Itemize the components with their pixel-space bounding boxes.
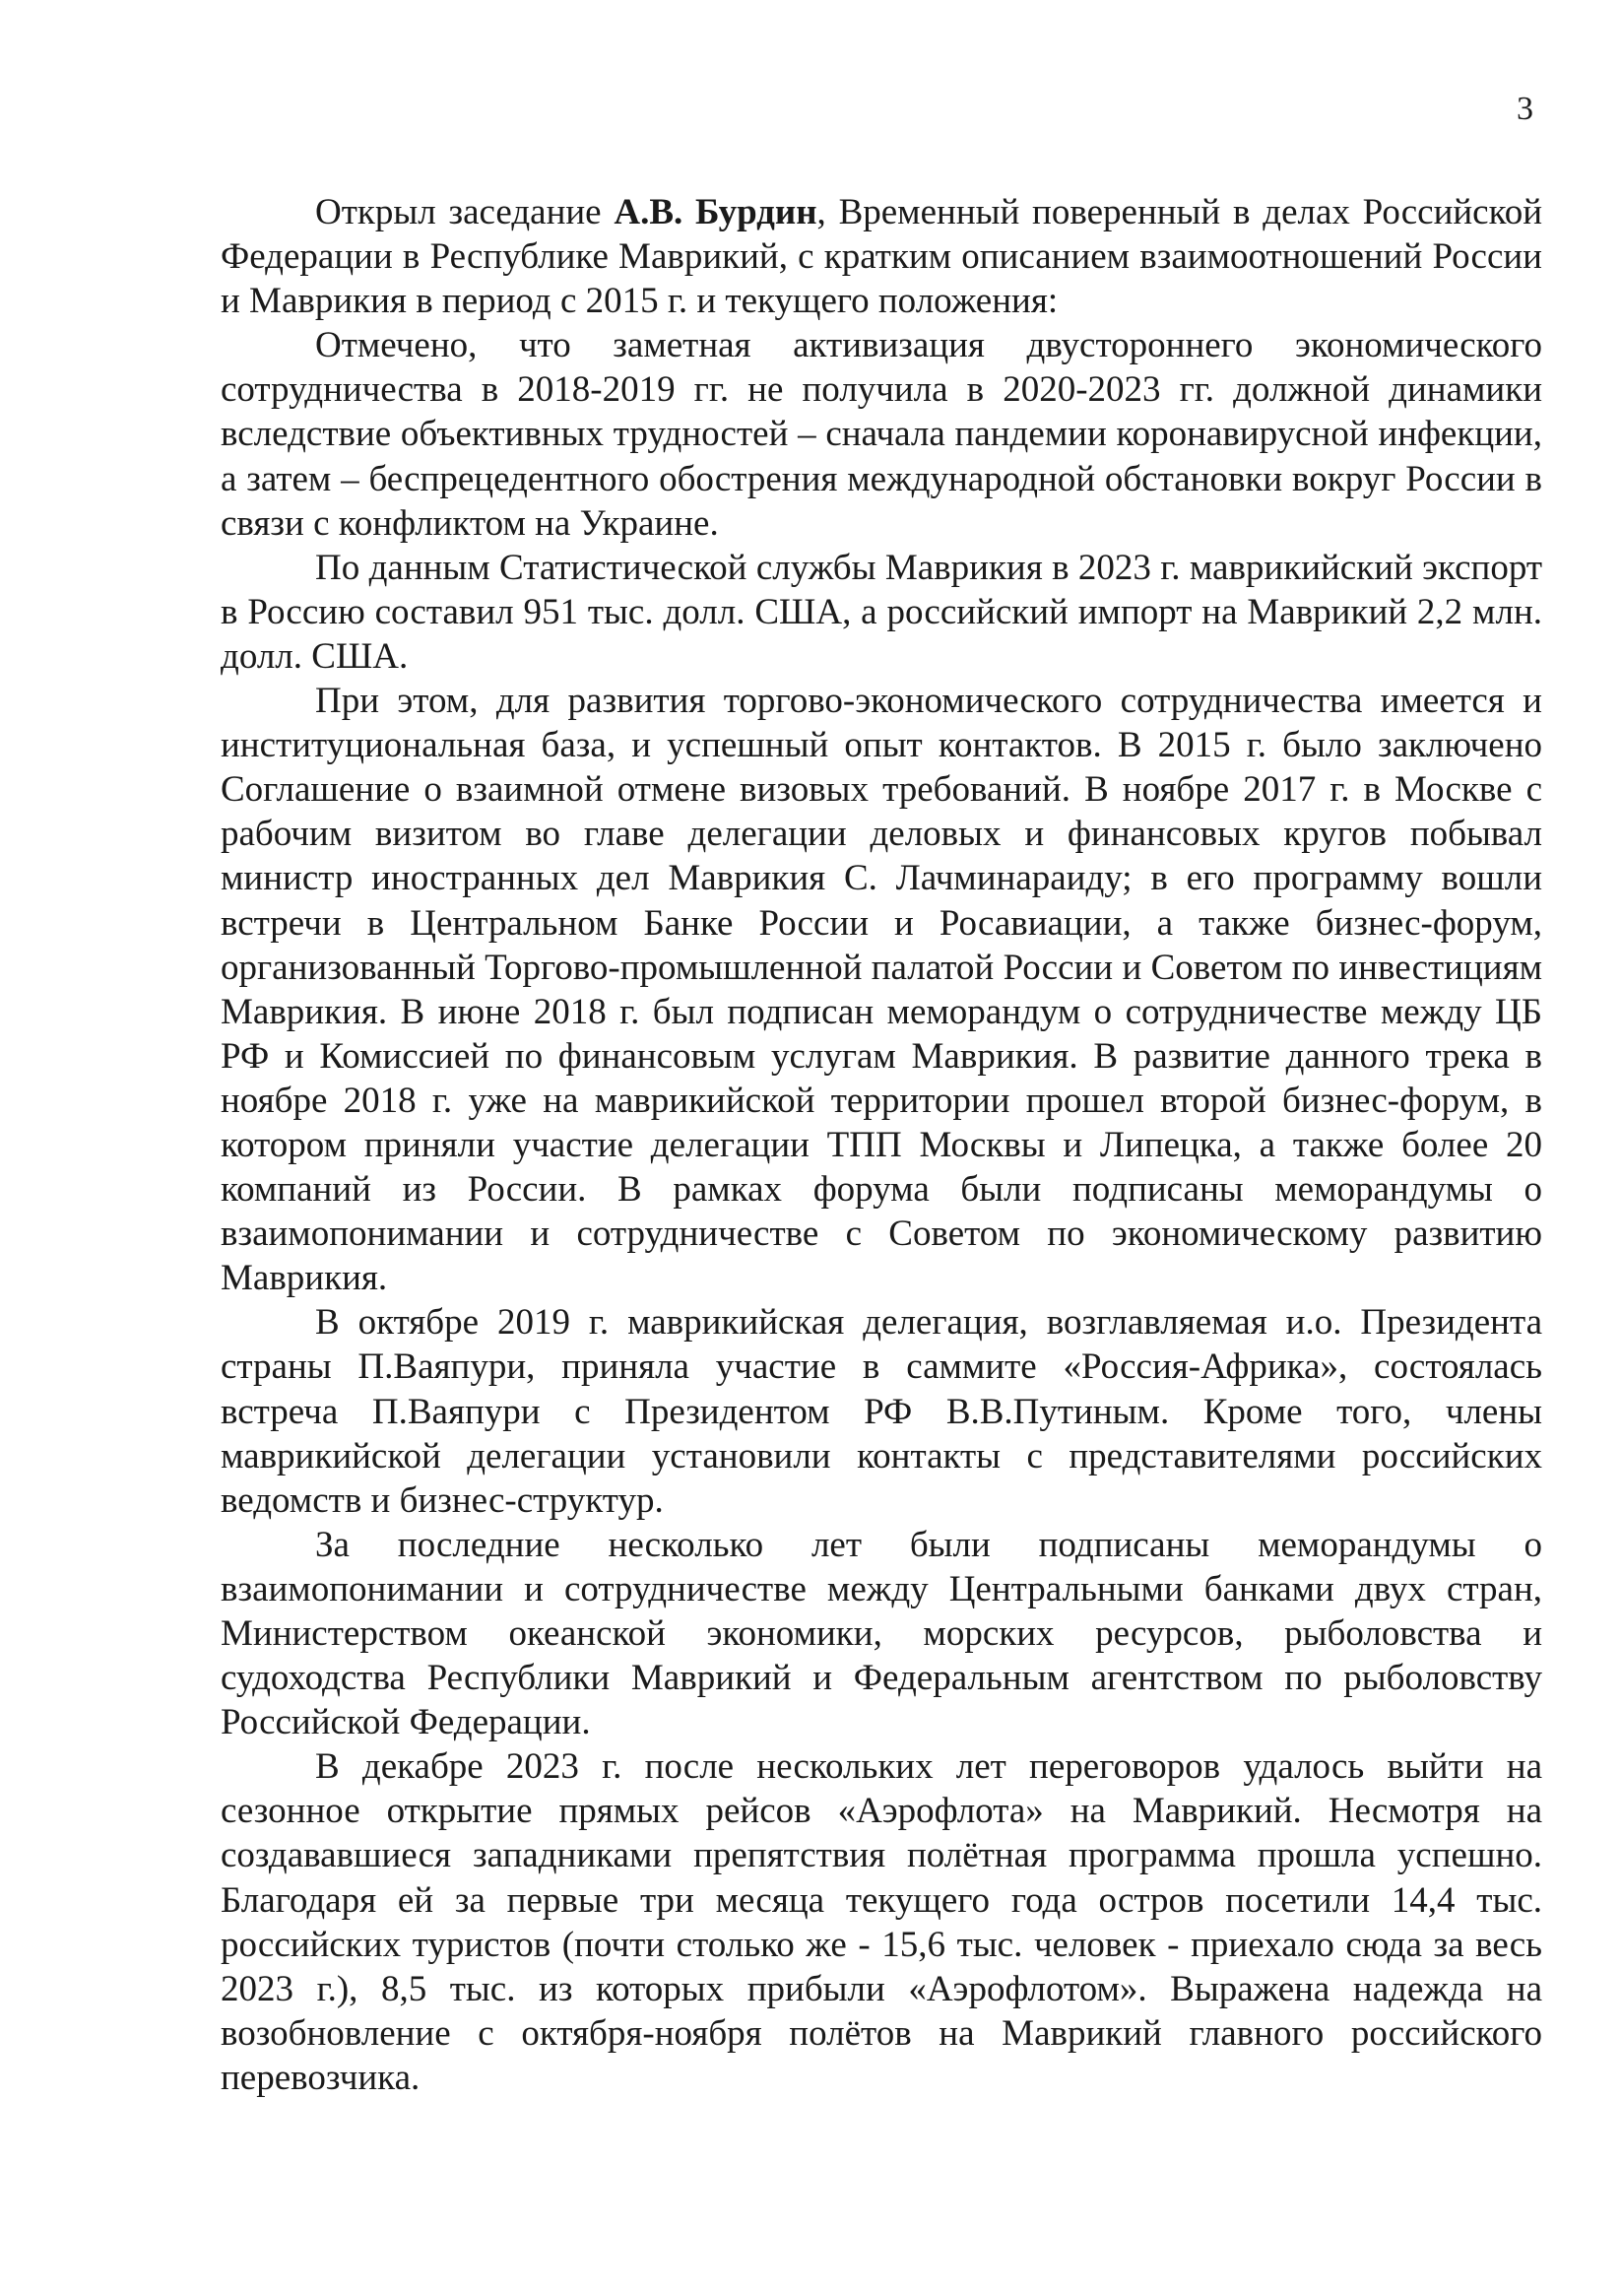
page-number: 3 xyxy=(1517,91,1533,127)
paragraph-opening xyxy=(221,190,1542,323)
paragraph-flights: В декабре 2023 г. после нескольких лет переговоров удалось выйти на сезонное открытие прямых рейсов «Аэрофлота» на Маврикий. Несмотря на создававшиеся западниками препятствия полётная программа прошла успешно. Благодаря ей за первые три месяца текущего года остров посетили 14,4 тыс. российских туристов (почти столько же - 15,6 тыс. человек - приехало сюда за весь 2023 г.), 8,5 тыс. из которых прибыли «Аэрофлотом». Выражена надежда на возобновление с октября-ноября полётов на Маврикий главного российского перевозчика. xyxy=(221,1746,1542,2098)
paragraph-summit: В октябре 2019 г. маврикийская делегация, возглавляемая и.о. Президента страны П.Ваяпури, приняла участие в саммите «Россия-Африка», состоялась встреча П.Ваяпури с Президентом РФ В.В.Путиным. Кроме того, члены маврикийской делегации установили контакты с представителями российских ведомств и бизнес-структур. xyxy=(221,1302,1542,1521)
document-body xyxy=(221,190,1542,2100)
paragraph-opening-rest: , Временный поверенный в делах Российской Федерации в Республике Маврикий, с кратким описанием взаимоотношений России и Маврикия в период с 2015 г. и текущего положения: xyxy=(221,192,1543,322)
paragraph-dynamics: Отмечено, что заметная активизация двустороннего экономического сотрудничества в 2018-2019 гг. не получила в 2020-2023 гг. должной динамики вследствие объективных трудностей – сначала пандемии коронавирусной инфекции, а затем – беспрецедентного обострения международной обстановки вокруг России в связи с конфликтом на Украине. xyxy=(221,325,1542,544)
speaker-name: А.В. Бурдин xyxy=(614,192,817,232)
paragraph-institutional-base: При этом, для развития торгово-экономического сотрудничества имеется и институциональная база, и успешный опыт контактов. В 2015 г. было заключено Соглашение о взаимной отмене визовых требований. В ноябре 2017 г. в Москве с рабочим визитом во главе делегации деловых и финансовых кругов побывал министр иностранных дел Маврикия С. Лачминараиду; в его программу вошли встречи в Центральном Банке России и Росавиации, а также бизнес-форум, организованный Торгово-промышленной палатой России и Советом по инвестициям Маврикия. В июне 2018 г. был подписан меморандум о сотрудничестве между ЦБ РФ и Комиссией по финансовым услугам Маврикия. В развитие данного трека в ноябре 2018 г. уже на маврикийской территории прошел второй бизнес-форум, в котором приняли участие делегации ТПП Москвы и Липецка, а также более 20 компаний из России. В рамках форума были подписаны меморандумы о взаимопонимании и сотрудничестве с Советом по экономическому развитию Маврикия. xyxy=(221,681,1542,1299)
paragraph-memoranda: За последние несколько лет были подписаны меморандумы о взаимопонимании и сотрудничестве между Центральными банками двух стран, Министерством океанской экономики, морских ресурсов, рыболовства и судоходства Республики Маврикий и Федеральным агентством по рыболовству Российской Федерации. xyxy=(221,1524,1542,1743)
paragraph-opening-lead: Открыл заседание xyxy=(315,192,615,232)
paragraph-trade-stats: По данным Статистической службы Маврикия в 2023 г. маврикийский экспорт в Россию составил 951 тыс. долл. США, а российский импорт на Маврикий 2,2 млн. долл. США. xyxy=(221,547,1542,677)
